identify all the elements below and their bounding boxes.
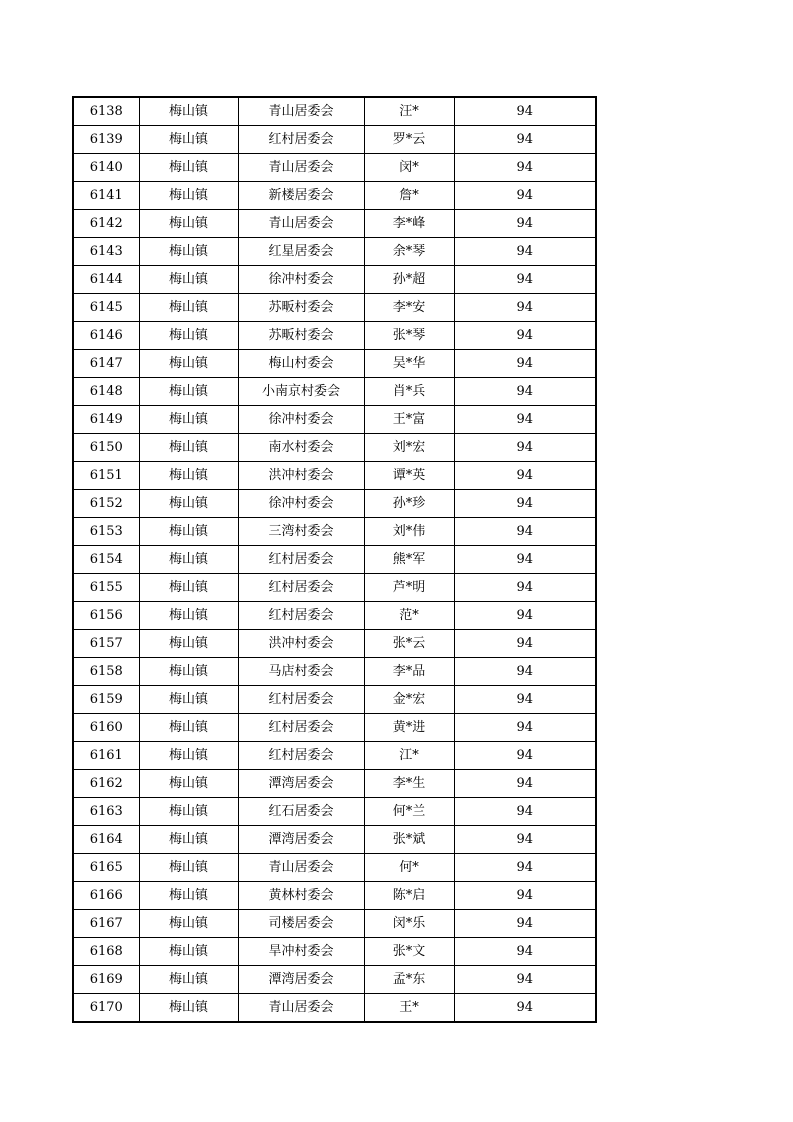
cell-town: 梅山镇: [139, 742, 238, 770]
cell-name: 张*文: [364, 938, 454, 966]
cell-town: 梅山镇: [139, 518, 238, 546]
cell-score: 94: [454, 854, 596, 882]
table-row: [73, 97, 596, 126]
cell-town: 梅山镇: [139, 182, 238, 210]
cell-id: 6167: [73, 910, 139, 938]
cell-town: 梅山镇: [139, 910, 238, 938]
cell-town: 梅山镇: [139, 462, 238, 490]
table-row: [73, 630, 596, 658]
cell-committee: 梅山村委会: [238, 350, 364, 378]
cell-id: 6139: [73, 126, 139, 154]
cell-committee: 潭湾居委会: [238, 770, 364, 798]
table-row: [73, 966, 596, 994]
cell-town: 梅山镇: [139, 97, 238, 126]
cell-name: 孙*超: [364, 266, 454, 294]
table-row: [73, 882, 596, 910]
cell-town: 梅山镇: [139, 406, 238, 434]
cell-id: 6160: [73, 714, 139, 742]
cell-committee: 洪冲村委会: [238, 630, 364, 658]
table-row: [73, 462, 596, 490]
cell-committee: 小南京村委会: [238, 378, 364, 406]
cell-name: 张*斌: [364, 826, 454, 854]
cell-town: 梅山镇: [139, 630, 238, 658]
cell-name: 孙*珍: [364, 490, 454, 518]
cell-id: 6142: [73, 210, 139, 238]
cell-town: 梅山镇: [139, 294, 238, 322]
table-row: [73, 546, 596, 574]
cell-id: 6163: [73, 798, 139, 826]
cell-id: 6151: [73, 462, 139, 490]
cell-town: 梅山镇: [139, 854, 238, 882]
cell-id: 6165: [73, 854, 139, 882]
cell-town: 梅山镇: [139, 154, 238, 182]
cell-committee: 徐冲村委会: [238, 490, 364, 518]
table-row: [73, 714, 596, 742]
cell-town: 梅山镇: [139, 938, 238, 966]
cell-name: 张*琴: [364, 322, 454, 350]
cell-name: 何*兰: [364, 798, 454, 826]
table-row: [73, 938, 596, 966]
cell-town: 梅山镇: [139, 434, 238, 462]
cell-id: 6152: [73, 490, 139, 518]
cell-committee: 红村居委会: [238, 126, 364, 154]
cell-score: 94: [454, 630, 596, 658]
cell-town: 梅山镇: [139, 994, 238, 1023]
table-row: [73, 350, 596, 378]
table-row: [73, 266, 596, 294]
cell-name: 李*安: [364, 294, 454, 322]
cell-name: 孟*东: [364, 966, 454, 994]
table-row: [73, 798, 596, 826]
cell-town: 梅山镇: [139, 574, 238, 602]
cell-committee: 南水村委会: [238, 434, 364, 462]
cell-score: 94: [454, 322, 596, 350]
cell-town: 梅山镇: [139, 350, 238, 378]
cell-score: 94: [454, 182, 596, 210]
cell-id: 6155: [73, 574, 139, 602]
cell-name: 余*琴: [364, 238, 454, 266]
cell-score: 94: [454, 378, 596, 406]
cell-name: 肖*兵: [364, 378, 454, 406]
cell-name: 汪*: [364, 97, 454, 126]
cell-id: 6140: [73, 154, 139, 182]
cell-committee: 红村居委会: [238, 714, 364, 742]
cell-town: 梅山镇: [139, 238, 238, 266]
table-row: [73, 378, 596, 406]
cell-town: 梅山镇: [139, 322, 238, 350]
record-table: [72, 96, 597, 1023]
table-row: [73, 182, 596, 210]
cell-town: 梅山镇: [139, 826, 238, 854]
cell-name: 王*: [364, 994, 454, 1023]
cell-committee: 青山居委会: [238, 97, 364, 126]
cell-name: 詹*: [364, 182, 454, 210]
cell-committee: 三湾村委会: [238, 518, 364, 546]
cell-name: 王*富: [364, 406, 454, 434]
cell-id: 6153: [73, 518, 139, 546]
table-row: [73, 658, 596, 686]
cell-committee: 苏畈村委会: [238, 294, 364, 322]
table-row: [73, 686, 596, 714]
table-row: [73, 574, 596, 602]
cell-town: 梅山镇: [139, 378, 238, 406]
table-row: [73, 602, 596, 630]
table-row: [73, 238, 596, 266]
cell-id: 6161: [73, 742, 139, 770]
table-row: [73, 154, 596, 182]
cell-id: 6156: [73, 602, 139, 630]
cell-score: 94: [454, 574, 596, 602]
cell-committee: 马店村委会: [238, 658, 364, 686]
cell-name: 闵*乐: [364, 910, 454, 938]
cell-name: 何*: [364, 854, 454, 882]
cell-id: 6169: [73, 966, 139, 994]
cell-committee: 洪冲村委会: [238, 462, 364, 490]
cell-score: 94: [454, 434, 596, 462]
cell-committee: 徐冲村委会: [238, 266, 364, 294]
cell-id: 6164: [73, 826, 139, 854]
cell-name: 金*宏: [364, 686, 454, 714]
cell-town: 梅山镇: [139, 210, 238, 238]
cell-committee: 青山居委会: [238, 210, 364, 238]
cell-name: 李*生: [364, 770, 454, 798]
cell-name: 芦*明: [364, 574, 454, 602]
cell-committee: 潭湾居委会: [238, 826, 364, 854]
cell-id: 6166: [73, 882, 139, 910]
cell-name: 范*: [364, 602, 454, 630]
cell-score: 94: [454, 350, 596, 378]
table-row: [73, 322, 596, 350]
cell-committee: 徐冲村委会: [238, 406, 364, 434]
cell-score: 94: [454, 938, 596, 966]
cell-town: 梅山镇: [139, 658, 238, 686]
cell-committee: 红村居委会: [238, 574, 364, 602]
cell-id: 6168: [73, 938, 139, 966]
cell-committee: 红村居委会: [238, 546, 364, 574]
cell-committee: 潭湾居委会: [238, 966, 364, 994]
cell-score: 94: [454, 154, 596, 182]
cell-name: 陈*启: [364, 882, 454, 910]
cell-town: 梅山镇: [139, 798, 238, 826]
cell-name: 吴*华: [364, 350, 454, 378]
cell-score: 94: [454, 406, 596, 434]
cell-id: 6158: [73, 658, 139, 686]
cell-score: 94: [454, 994, 596, 1023]
cell-score: 94: [454, 658, 596, 686]
table-row: [73, 490, 596, 518]
cell-id: 6143: [73, 238, 139, 266]
cell-name: 江*: [364, 742, 454, 770]
table-row: [73, 742, 596, 770]
table-row: [73, 518, 596, 546]
cell-id: 6146: [73, 322, 139, 350]
cell-score: 94: [454, 97, 596, 126]
record-table-body: [73, 97, 596, 1022]
cell-id: 6159: [73, 686, 139, 714]
cell-committee: 红村居委会: [238, 686, 364, 714]
cell-committee: 旱冲村委会: [238, 938, 364, 966]
cell-score: 94: [454, 546, 596, 574]
cell-name: 李*品: [364, 658, 454, 686]
cell-name: 谭*英: [364, 462, 454, 490]
cell-name: 李*峰: [364, 210, 454, 238]
cell-committee: 青山居委会: [238, 994, 364, 1023]
cell-committee: 青山居委会: [238, 854, 364, 882]
cell-score: 94: [454, 602, 596, 630]
cell-committee: 红石居委会: [238, 798, 364, 826]
table-row: [73, 294, 596, 322]
cell-score: 94: [454, 294, 596, 322]
cell-id: 6141: [73, 182, 139, 210]
cell-town: 梅山镇: [139, 714, 238, 742]
cell-id: 6148: [73, 378, 139, 406]
cell-score: 94: [454, 518, 596, 546]
cell-committee: 红村居委会: [238, 602, 364, 630]
cell-name: 熊*军: [364, 546, 454, 574]
cell-name: 闵*: [364, 154, 454, 182]
table-row: [73, 994, 596, 1023]
cell-score: 94: [454, 742, 596, 770]
table-row: [73, 210, 596, 238]
cell-score: 94: [454, 882, 596, 910]
cell-committee: 苏畈村委会: [238, 322, 364, 350]
cell-town: 梅山镇: [139, 546, 238, 574]
cell-score: 94: [454, 714, 596, 742]
table-row: [73, 770, 596, 798]
cell-id: 6157: [73, 630, 139, 658]
cell-name: 刘*伟: [364, 518, 454, 546]
cell-town: 梅山镇: [139, 266, 238, 294]
cell-score: 94: [454, 126, 596, 154]
cell-id: 6138: [73, 97, 139, 126]
cell-score: 94: [454, 210, 596, 238]
cell-name: 张*云: [364, 630, 454, 658]
cell-id: 6145: [73, 294, 139, 322]
cell-id: 6154: [73, 546, 139, 574]
cell-town: 梅山镇: [139, 126, 238, 154]
cell-score: 94: [454, 238, 596, 266]
cell-town: 梅山镇: [139, 966, 238, 994]
cell-score: 94: [454, 966, 596, 994]
cell-committee: 红村居委会: [238, 742, 364, 770]
cell-id: 6147: [73, 350, 139, 378]
table-row: [73, 126, 596, 154]
cell-id: 6150: [73, 434, 139, 462]
cell-committee: 红星居委会: [238, 238, 364, 266]
cell-id: 6149: [73, 406, 139, 434]
cell-score: 94: [454, 462, 596, 490]
cell-town: 梅山镇: [139, 882, 238, 910]
table-row: [73, 826, 596, 854]
cell-committee: 司楼居委会: [238, 910, 364, 938]
cell-town: 梅山镇: [139, 770, 238, 798]
table-row: [73, 434, 596, 462]
cell-id: 6170: [73, 994, 139, 1023]
cell-town: 梅山镇: [139, 602, 238, 630]
cell-score: 94: [454, 266, 596, 294]
table-row: [73, 406, 596, 434]
cell-town: 梅山镇: [139, 490, 238, 518]
cell-score: 94: [454, 490, 596, 518]
cell-name: 黄*进: [364, 714, 454, 742]
cell-committee: 青山居委会: [238, 154, 364, 182]
cell-score: 94: [454, 770, 596, 798]
table-row: [73, 854, 596, 882]
cell-id: 6144: [73, 266, 139, 294]
cell-town: 梅山镇: [139, 686, 238, 714]
cell-id: 6162: [73, 770, 139, 798]
cell-score: 94: [454, 686, 596, 714]
cell-score: 94: [454, 826, 596, 854]
cell-committee: 新楼居委会: [238, 182, 364, 210]
cell-name: 罗*云: [364, 126, 454, 154]
table-row: [73, 910, 596, 938]
cell-score: 94: [454, 798, 596, 826]
cell-score: 94: [454, 910, 596, 938]
cell-name: 刘*宏: [364, 434, 454, 462]
cell-committee: 黄林村委会: [238, 882, 364, 910]
